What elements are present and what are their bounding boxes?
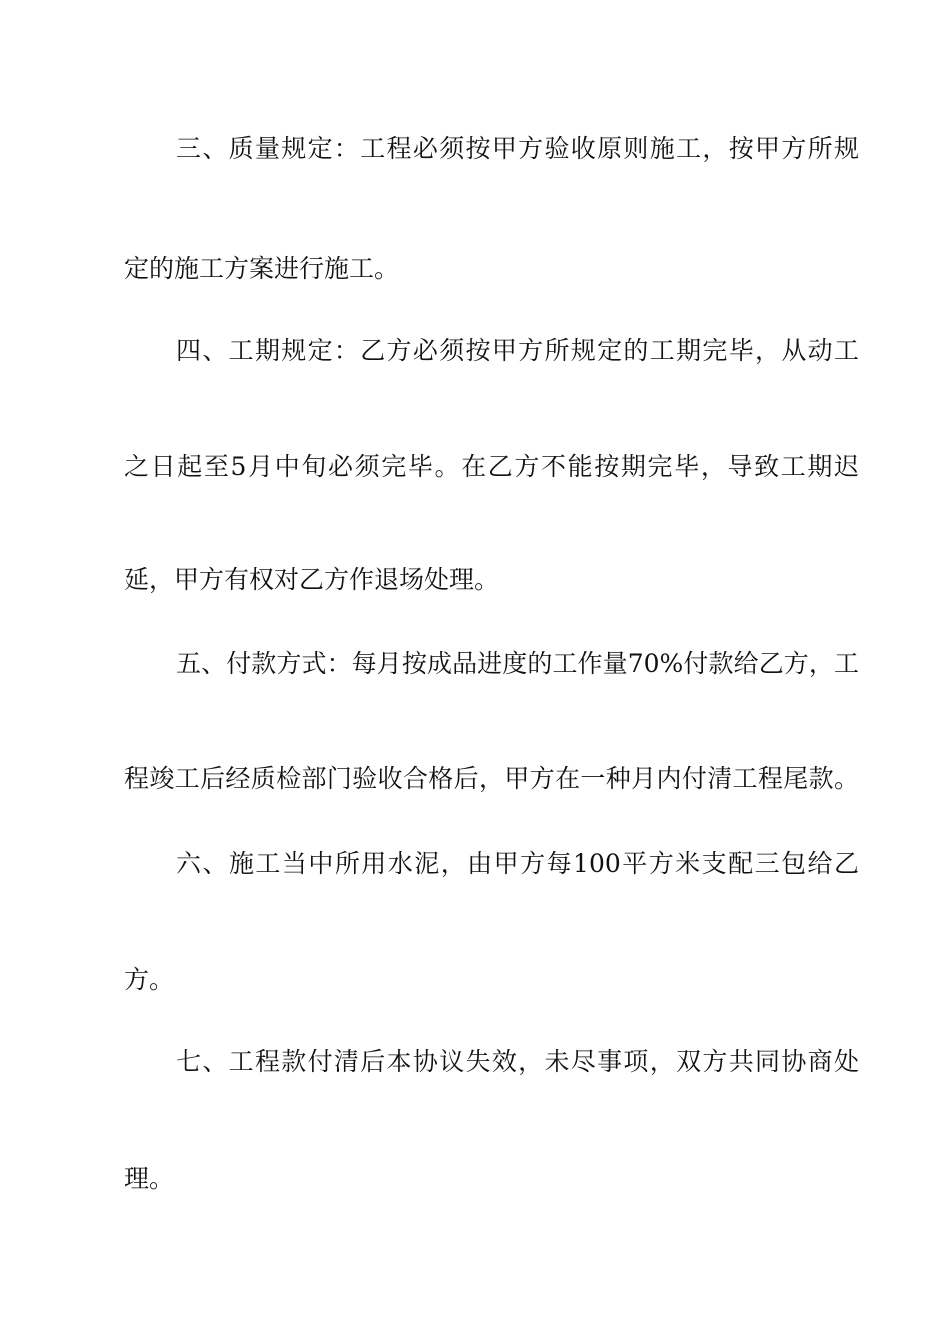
clause-4-line-2: 之日起至5月中旬必须完毕。在乙方不能按期完毕，导致工期迟 (124, 452, 859, 481)
clause-5-line-1: 五、付款方式：每月按成品进度的工作量70%付款给乙方，工 (176, 649, 859, 678)
clause-7-line-1: 七、工程款付清后本协议失效，未尽事项，双方共同协商处 (176, 1047, 859, 1076)
clause-5-line-2: 程竣工后经质检部门验收合格后，甲方在一种月内付清工程尾款。 (124, 764, 859, 793)
clause-4-line-3: 延，甲方有权对乙方作退场处理。 (124, 565, 500, 594)
clause-7-line-2: 理。 (124, 1164, 175, 1193)
clause-6-line-2: 方。 (124, 965, 175, 994)
clause-6-line-1: 六、施工当中所用水泥，由甲方每100平方米支配三包给乙 (176, 849, 859, 878)
clause-3-line-2: 定的施工方案进行施工。 (124, 254, 400, 283)
clause-4-line-1: 四、工期规定：乙方必须按甲方所规定的工期完毕，从动工 (176, 336, 859, 365)
clause-3-line-1: 三、质量规定：工程必须按甲方验收原则施工，按甲方所规 (176, 134, 859, 163)
